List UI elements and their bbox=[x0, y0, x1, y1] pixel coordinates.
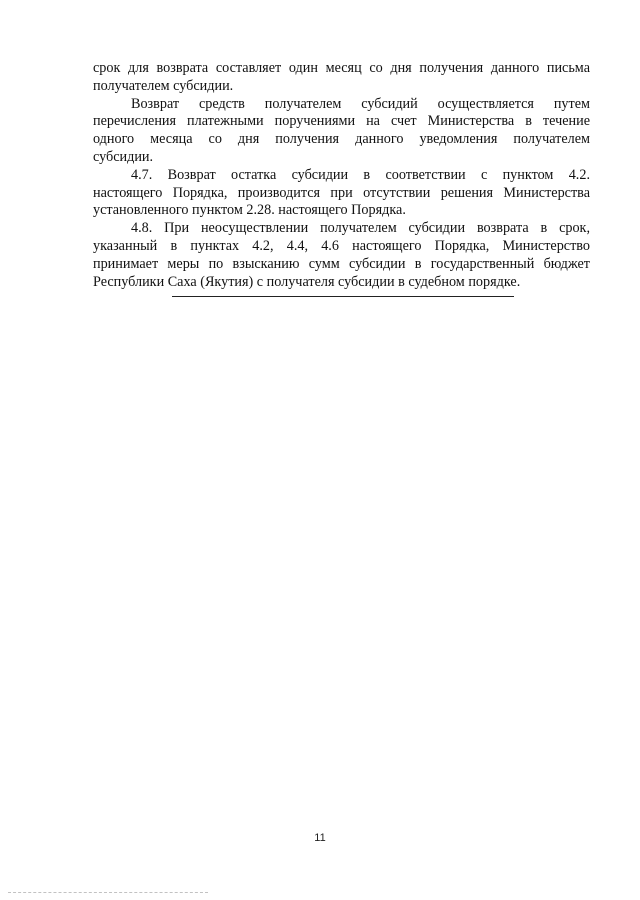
text-line: субсидии. bbox=[93, 148, 154, 165]
text-line: Республики Саха (Якутия) с получателя субсидии в судебном порядке. bbox=[93, 273, 521, 290]
paragraph-return-procedure bbox=[93, 96, 590, 167]
text-line: настоящего Порядка, производится при отсутствии решения Министерства bbox=[93, 184, 590, 201]
document-body bbox=[93, 60, 590, 291]
text-line: установленного пунктом 2.28. настоящего Порядка. bbox=[93, 202, 406, 219]
text-line: перечисления платежными поручениями на счет Министерства в течение bbox=[93, 113, 590, 130]
text-line: указанный в пунктах 4.2, 4.4, 4.6 настоящего Порядка, Министерство bbox=[93, 237, 590, 254]
end-of-text-rule bbox=[172, 296, 514, 297]
text-line: Возврат средств получателем субсидий осуществляется путем bbox=[131, 95, 590, 112]
page-number: 11 bbox=[314, 832, 326, 844]
text-line: 4.8. При неосуществлении получателем субсидии возврата в срок, bbox=[131, 220, 590, 237]
paragraph-return-deadline bbox=[93, 60, 590, 96]
paragraph-4-7 bbox=[93, 167, 590, 220]
text-line: принимает меры по взысканию сумм субсидии в государственный бюджет bbox=[93, 255, 590, 272]
text-line: одного месяца со дня получения данного уведомления получателем bbox=[93, 131, 590, 148]
text-line: срок для возврата составляет один месяц со дня получения данного письма bbox=[93, 60, 590, 76]
text-line: получателем субсидии. bbox=[93, 77, 234, 94]
text-line: 4.7. Возврат остатка субсидии в соответствии с пунктом 4.2. bbox=[131, 166, 590, 183]
scan-edge-mark bbox=[8, 892, 208, 893]
paragraph-4-8 bbox=[93, 220, 590, 291]
